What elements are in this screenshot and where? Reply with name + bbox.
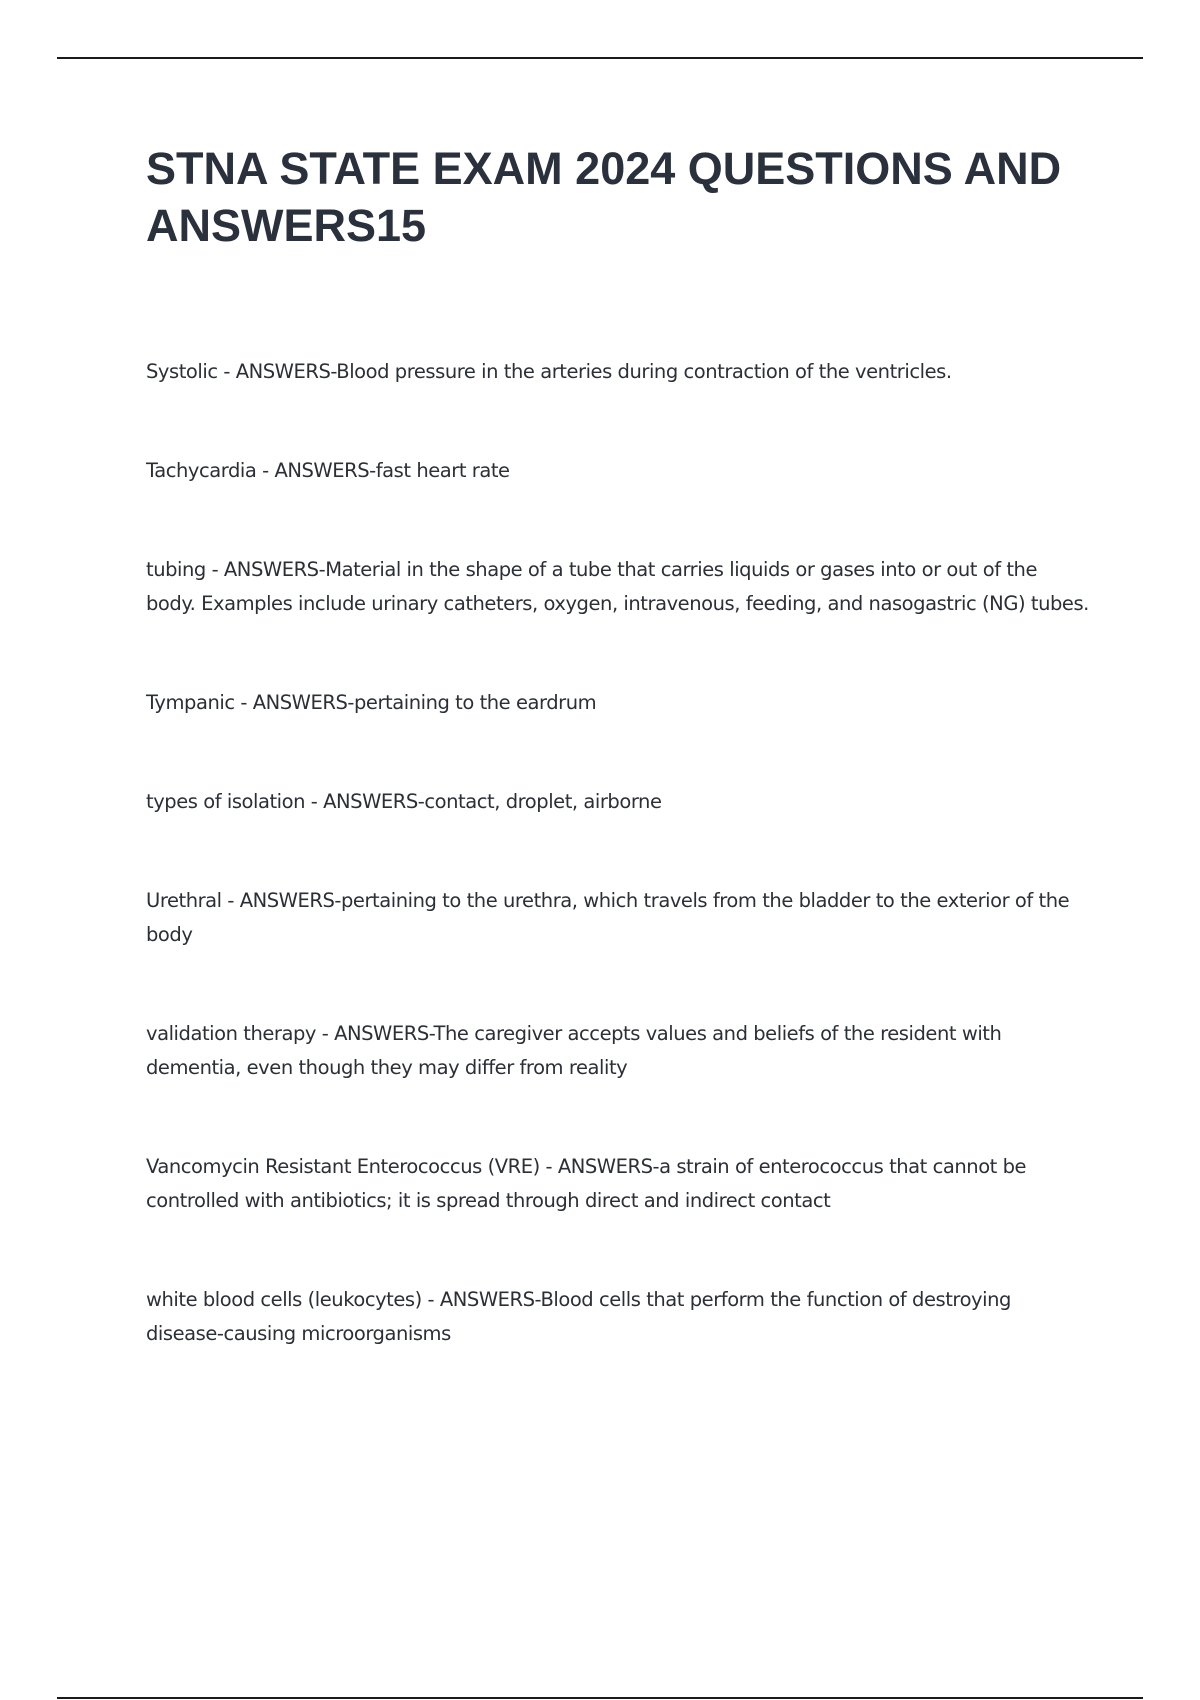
top-rule: [57, 57, 1143, 59]
entry-vre: Vancomycin Resistant Enterococcus (VRE) - ANSWERS-a strain of enterococcus that cannot be controlled with antibiotics; it is spread through direct and indirect contact: [146, 1155, 1027, 1212]
entry-urethral: Urethral - ANSWERS-pertaining to the urethra, which travels from the bladder to the exterior of the body: [146, 889, 1070, 946]
document-title: STNA STATE EXAM 2024 QUESTIONS AND ANSWERS15: [146, 143, 1062, 251]
entry-validation-therapy: validation therapy - ANSWERS-The caregiver accepts values and beliefs of the resident with dementia, even though they may differ from reality: [146, 1022, 1002, 1079]
entry-tubing: tubing - ANSWERS-Material in the shape of a tube that carries liquids or gases into or out of the body. Examples include urinary catheters, oxygen, intravenous, feeding, and nasogastric (NG) tubes.: [146, 558, 1089, 615]
entry-white-blood-cells: white blood cells (leukocytes) - ANSWERS-Blood cells that perform the function of destroying disease-causing microorganisms: [146, 1288, 1011, 1345]
entry-types-of-isolation: types of isolation - ANSWERS-contact, droplet, airborne: [146, 790, 662, 813]
entry-tachycardia: Tachycardia - ANSWERS-fast heart rate: [146, 459, 510, 482]
entry-systolic: Systolic - ANSWERS-Blood pressure in the arteries during contraction of the ventricles.: [146, 360, 952, 383]
bottom-rule: [57, 1697, 1143, 1699]
entry-tympanic: Tympanic - ANSWERS-pertaining to the eardrum: [146, 691, 597, 714]
entries-list: [146, 355, 1091, 1416]
